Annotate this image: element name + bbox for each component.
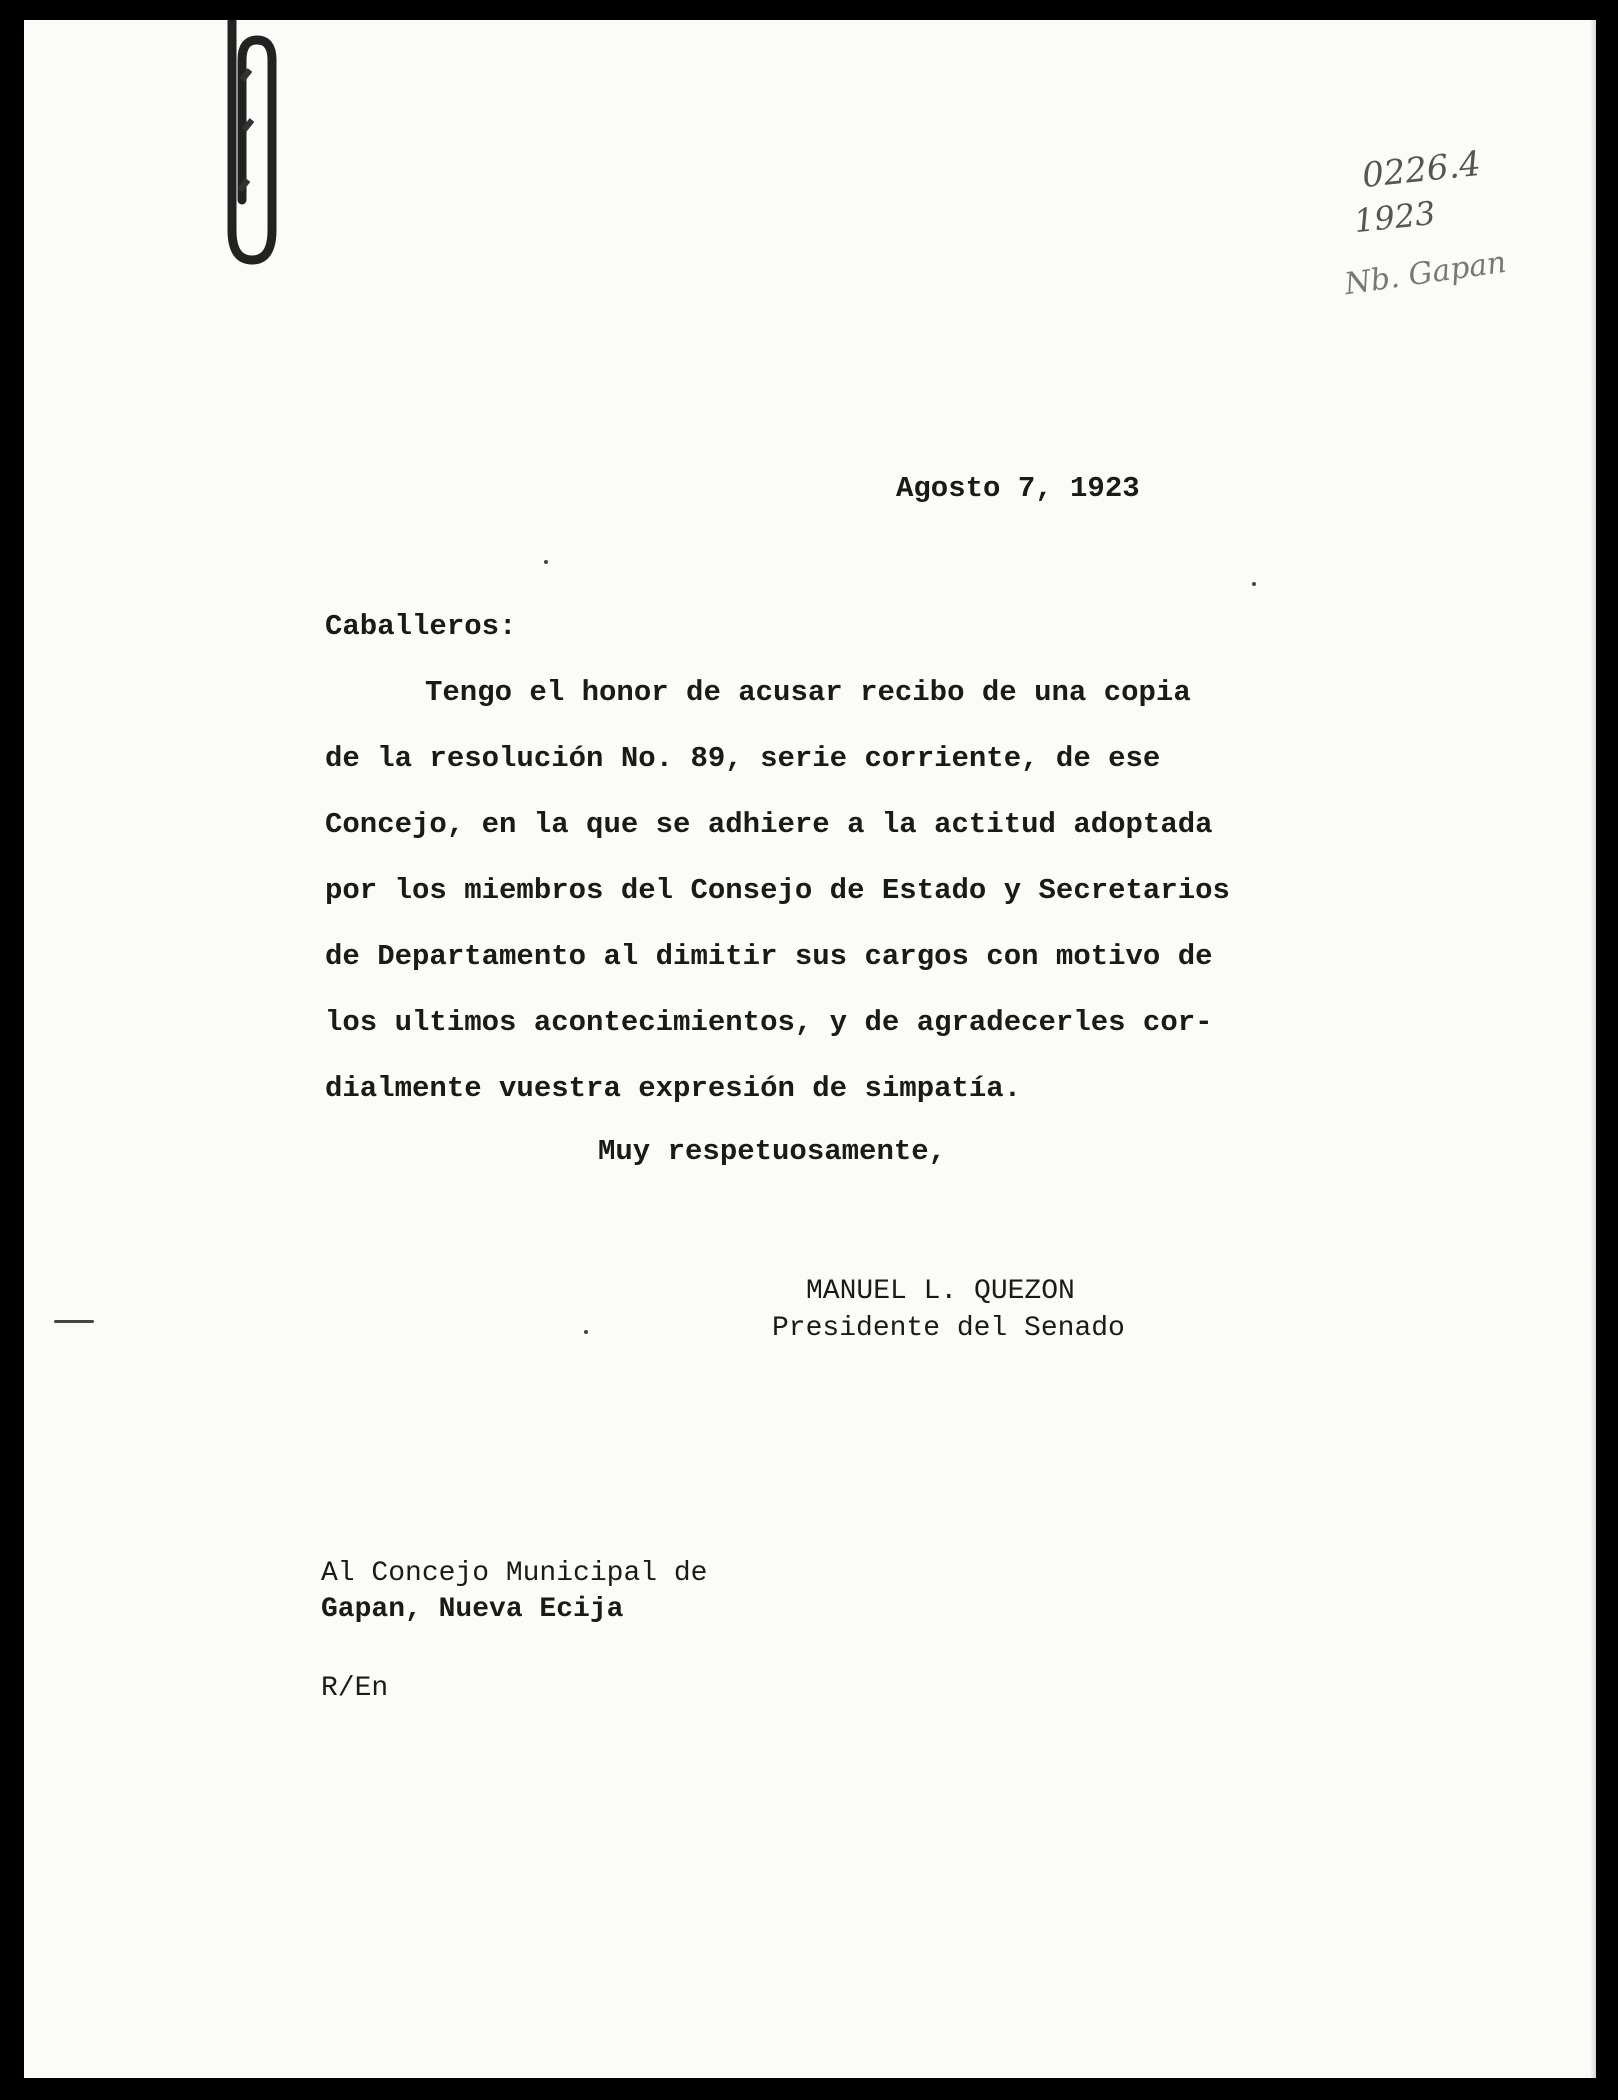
scan-speck bbox=[1252, 582, 1256, 586]
signature-name: MANUEL L. QUEZON bbox=[806, 1276, 1075, 1307]
letter-date: Agosto 7, 1923 bbox=[896, 472, 1140, 505]
handwritten-note: 1923 bbox=[1352, 193, 1438, 241]
scan-speck bbox=[584, 1330, 588, 1334]
page-edge bbox=[1590, 20, 1596, 2078]
handwritten-note: 0226.4 bbox=[1360, 143, 1483, 197]
body-line: de Departamento al dimitir sus cargos con motivo de bbox=[325, 940, 1213, 973]
body-line: los ultimos acontecimientos, y de agradecerles cor- bbox=[325, 1006, 1213, 1039]
body-line: Concejo, en la que se adhiere a la actitud adoptada bbox=[325, 808, 1213, 841]
addressee-line: Gapan, Nueva Ecija bbox=[321, 1594, 624, 1625]
body-line: dialmente vuestra expresión de simpatía. bbox=[325, 1072, 1022, 1105]
body-line: Tengo el honor de acusar recibo de una copia bbox=[425, 676, 1191, 709]
scan-speck bbox=[544, 560, 548, 564]
scan-speck bbox=[54, 1320, 94, 1323]
salutation: Caballeros: bbox=[325, 610, 517, 643]
paper-clip-icon bbox=[212, 20, 282, 270]
closing: Muy respetuosamente, bbox=[598, 1135, 947, 1168]
signature-title: Presidente del Senado bbox=[772, 1313, 1125, 1344]
handwritten-note: Nb. Gapan bbox=[1342, 244, 1509, 303]
reference-initials: R/En bbox=[321, 1673, 389, 1704]
addressee-line: Al Concejo Municipal de bbox=[321, 1558, 708, 1589]
body-line: por los miembros del Consejo de Estado y Secretarios bbox=[325, 874, 1230, 907]
body-line: de la resolución No. 89, serie corriente, de ese bbox=[325, 742, 1161, 775]
letter-page bbox=[24, 20, 1596, 2078]
